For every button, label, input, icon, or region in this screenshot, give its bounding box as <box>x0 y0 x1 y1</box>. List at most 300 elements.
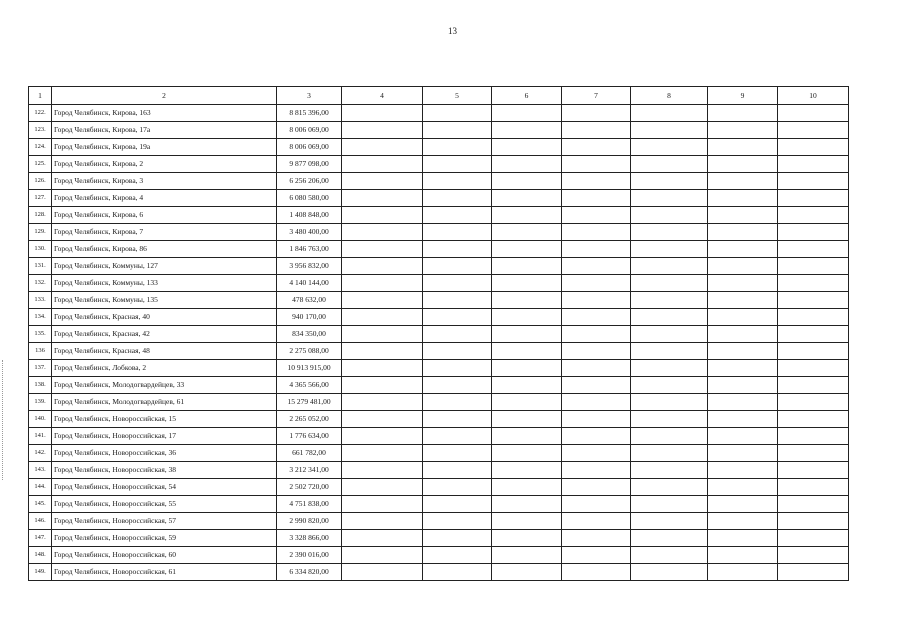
empty-cell-col-6 <box>492 360 562 377</box>
empty-cell-col-10 <box>778 156 849 173</box>
amount-cell: 3 480 400,00 <box>277 224 342 241</box>
amount-cell: 6 256 206,00 <box>277 173 342 190</box>
empty-cell-col-4 <box>342 241 423 258</box>
empty-cell-col-10 <box>778 292 849 309</box>
empty-cell-col-6 <box>492 173 562 190</box>
empty-cell-col-8 <box>631 530 708 547</box>
empty-cell-col-8 <box>631 241 708 258</box>
amount-cell: 661 782,00 <box>277 445 342 462</box>
empty-cell-col-4 <box>342 513 423 530</box>
empty-cell-col-9 <box>708 445 778 462</box>
amount-cell: 1 408 848,00 <box>277 207 342 224</box>
empty-cell-col-4 <box>342 326 423 343</box>
address-cell: Город Челябинск, Красная, 48 <box>52 343 277 360</box>
table-row <box>29 309 849 326</box>
address-cell: Город Челябинск, Кирова, 4 <box>52 190 277 207</box>
amount-cell: 6 080 580,00 <box>277 190 342 207</box>
empty-cell-col-6 <box>492 479 562 496</box>
empty-cell-col-7 <box>562 224 631 241</box>
empty-cell-col-8 <box>631 360 708 377</box>
empty-cell-col-9 <box>708 173 778 190</box>
empty-cell-col-8 <box>631 309 708 326</box>
empty-cell-col-9 <box>708 105 778 122</box>
address-cell: Город Челябинск, Кирова, 7 <box>52 224 277 241</box>
address-cell: Город Челябинск, Красная, 42 <box>52 326 277 343</box>
empty-cell-col-9 <box>708 530 778 547</box>
row-number-cell: 139. <box>29 394 52 411</box>
empty-cell-col-7 <box>562 377 631 394</box>
empty-cell-col-4 <box>342 343 423 360</box>
empty-cell-col-10 <box>778 564 849 581</box>
empty-cell-col-5 <box>423 394 492 411</box>
empty-cell-col-7 <box>562 190 631 207</box>
empty-cell-col-5 <box>423 173 492 190</box>
row-number-cell: 138. <box>29 377 52 394</box>
table-row <box>29 462 849 479</box>
empty-cell-col-5 <box>423 547 492 564</box>
amount-cell: 940 170,00 <box>277 309 342 326</box>
empty-cell-col-7 <box>562 530 631 547</box>
row-number-cell: 137. <box>29 360 52 377</box>
empty-cell-col-10 <box>778 479 849 496</box>
amount-cell: 834 350,00 <box>277 326 342 343</box>
empty-cell-col-7 <box>562 292 631 309</box>
empty-cell-col-8 <box>631 343 708 360</box>
amount-cell: 9 877 098,00 <box>277 156 342 173</box>
row-number-cell: 130. <box>29 241 52 258</box>
empty-cell-col-5 <box>423 207 492 224</box>
empty-cell-col-7 <box>562 241 631 258</box>
empty-cell-col-5 <box>423 258 492 275</box>
row-number-cell: 125. <box>29 156 52 173</box>
empty-cell-col-10 <box>778 241 849 258</box>
empty-cell-col-7 <box>562 547 631 564</box>
empty-cell-col-8 <box>631 224 708 241</box>
empty-cell-col-4 <box>342 275 423 292</box>
empty-cell-col-8 <box>631 190 708 207</box>
empty-cell-col-6 <box>492 564 562 581</box>
table-row <box>29 547 849 564</box>
empty-cell-col-4 <box>342 479 423 496</box>
empty-cell-col-5 <box>423 513 492 530</box>
amount-cell: 4 751 838,00 <box>277 496 342 513</box>
empty-cell-col-6 <box>492 258 562 275</box>
row-number-cell: 126. <box>29 173 52 190</box>
empty-cell-col-8 <box>631 462 708 479</box>
table-row <box>29 224 849 241</box>
empty-cell-col-8 <box>631 173 708 190</box>
address-cell: Город Челябинск, Новороссийская, 17 <box>52 428 277 445</box>
row-number-cell: 132. <box>29 275 52 292</box>
table-row <box>29 360 849 377</box>
empty-cell-col-8 <box>631 564 708 581</box>
empty-cell-col-6 <box>492 547 562 564</box>
empty-cell-col-4 <box>342 292 423 309</box>
table-row <box>29 496 849 513</box>
empty-cell-col-5 <box>423 530 492 547</box>
empty-cell-col-4 <box>342 173 423 190</box>
empty-cell-col-6 <box>492 394 562 411</box>
table-row <box>29 207 849 224</box>
table-row <box>29 343 849 360</box>
empty-cell-col-5 <box>423 411 492 428</box>
empty-cell-col-6 <box>492 496 562 513</box>
address-cell: Город Челябинск, Коммуны, 133 <box>52 275 277 292</box>
empty-cell-col-4 <box>342 445 423 462</box>
address-cell: Город Челябинск, Кирова, 163 <box>52 105 277 122</box>
amount-cell: 2 390 016,00 <box>277 547 342 564</box>
empty-cell-col-10 <box>778 190 849 207</box>
empty-cell-col-4 <box>342 105 423 122</box>
empty-cell-col-8 <box>631 496 708 513</box>
empty-cell-col-6 <box>492 275 562 292</box>
empty-cell-col-5 <box>423 377 492 394</box>
empty-cell-col-10 <box>778 445 849 462</box>
address-cell: Город Челябинск, Красная, 40 <box>52 309 277 326</box>
empty-cell-col-5 <box>423 139 492 156</box>
row-number-cell: 134. <box>29 309 52 326</box>
row-number-cell: 142. <box>29 445 52 462</box>
empty-cell-col-5 <box>423 326 492 343</box>
empty-cell-col-6 <box>492 156 562 173</box>
empty-cell-col-9 <box>708 309 778 326</box>
empty-cell-col-7 <box>562 411 631 428</box>
empty-cell-col-6 <box>492 309 562 326</box>
column-header-3: 3 <box>277 87 342 105</box>
empty-cell-col-8 <box>631 105 708 122</box>
column-header-6: 6 <box>492 87 562 105</box>
table-row <box>29 190 849 207</box>
table-row <box>29 377 849 394</box>
address-cell: Город Челябинск, Новороссийская, 55 <box>52 496 277 513</box>
table-body <box>29 87 849 581</box>
address-cell: Город Челябинск, Кирова, 3 <box>52 173 277 190</box>
empty-cell-col-5 <box>423 275 492 292</box>
empty-cell-col-10 <box>778 428 849 445</box>
empty-cell-col-4 <box>342 428 423 445</box>
table-row <box>29 122 849 139</box>
empty-cell-col-7 <box>562 360 631 377</box>
empty-cell-col-4 <box>342 360 423 377</box>
empty-cell-col-5 <box>423 343 492 360</box>
empty-cell-col-4 <box>342 309 423 326</box>
row-number-cell: 131. <box>29 258 52 275</box>
amount-cell: 8 006 069,00 <box>277 122 342 139</box>
row-number-cell: 133. <box>29 292 52 309</box>
empty-cell-col-9 <box>708 547 778 564</box>
address-cell: Город Челябинск, Кирова, 17а <box>52 122 277 139</box>
empty-cell-col-9 <box>708 156 778 173</box>
amount-cell: 2 502 720,00 <box>277 479 342 496</box>
address-cell: Город Челябинск, Молодогвардейцев, 61 <box>52 394 277 411</box>
empty-cell-col-6 <box>492 224 562 241</box>
address-cell: Город Челябинск, Коммуны, 135 <box>52 292 277 309</box>
table-row <box>29 258 849 275</box>
register-table <box>28 86 849 581</box>
table-row <box>29 139 849 156</box>
row-number-cell: 147. <box>29 530 52 547</box>
empty-cell-col-10 <box>778 224 849 241</box>
empty-cell-col-7 <box>562 326 631 343</box>
empty-cell-col-8 <box>631 411 708 428</box>
empty-cell-col-5 <box>423 428 492 445</box>
empty-cell-col-10 <box>778 462 849 479</box>
empty-cell-col-10 <box>778 309 849 326</box>
row-number-cell: 127. <box>29 190 52 207</box>
address-cell: Город Челябинск, Новороссийская, 61 <box>52 564 277 581</box>
amount-cell: 4 365 566,00 <box>277 377 342 394</box>
empty-cell-col-9 <box>708 275 778 292</box>
empty-cell-col-5 <box>423 292 492 309</box>
table-row <box>29 564 849 581</box>
amount-cell: 15 279 481,00 <box>277 394 342 411</box>
row-number-cell: 141. <box>29 428 52 445</box>
empty-cell-col-7 <box>562 479 631 496</box>
empty-cell-col-5 <box>423 122 492 139</box>
empty-cell-col-5 <box>423 462 492 479</box>
empty-cell-col-6 <box>492 190 562 207</box>
empty-cell-col-9 <box>708 139 778 156</box>
empty-cell-col-9 <box>708 360 778 377</box>
address-cell: Город Челябинск, Молодогвардейцев, 33 <box>52 377 277 394</box>
empty-cell-col-10 <box>778 122 849 139</box>
empty-cell-col-9 <box>708 479 778 496</box>
column-header-1: 1 <box>29 87 52 105</box>
row-number-cell: 123. <box>29 122 52 139</box>
amount-cell: 2 990 820,00 <box>277 513 342 530</box>
empty-cell-col-5 <box>423 190 492 207</box>
scan-edge-marks <box>2 360 4 480</box>
empty-cell-col-10 <box>778 513 849 530</box>
empty-cell-col-4 <box>342 462 423 479</box>
amount-cell: 8 006 069,00 <box>277 139 342 156</box>
empty-cell-col-8 <box>631 513 708 530</box>
table-row <box>29 411 849 428</box>
empty-cell-col-7 <box>562 156 631 173</box>
empty-cell-col-4 <box>342 564 423 581</box>
empty-cell-col-5 <box>423 479 492 496</box>
address-cell: Город Челябинск, Коммуны, 127 <box>52 258 277 275</box>
empty-cell-col-8 <box>631 275 708 292</box>
empty-cell-col-7 <box>562 445 631 462</box>
empty-cell-col-8 <box>631 479 708 496</box>
empty-cell-col-10 <box>778 377 849 394</box>
amount-cell: 2 265 052,00 <box>277 411 342 428</box>
empty-cell-col-7 <box>562 173 631 190</box>
row-number-cell: 149. <box>29 564 52 581</box>
table-row <box>29 479 849 496</box>
empty-cell-col-6 <box>492 428 562 445</box>
address-cell: Город Челябинск, Новороссийская, 36 <box>52 445 277 462</box>
row-number-cell: 122. <box>29 105 52 122</box>
empty-cell-col-6 <box>492 122 562 139</box>
empty-cell-col-6 <box>492 207 562 224</box>
empty-cell-col-6 <box>492 326 562 343</box>
empty-cell-col-9 <box>708 411 778 428</box>
empty-cell-col-7 <box>562 139 631 156</box>
empty-cell-col-9 <box>708 207 778 224</box>
row-number-cell: 144. <box>29 479 52 496</box>
empty-cell-col-7 <box>562 462 631 479</box>
amount-cell: 4 140 144,00 <box>277 275 342 292</box>
empty-cell-col-8 <box>631 207 708 224</box>
empty-cell-col-8 <box>631 156 708 173</box>
empty-cell-col-4 <box>342 156 423 173</box>
empty-cell-col-4 <box>342 547 423 564</box>
empty-cell-col-4 <box>342 530 423 547</box>
table-row <box>29 292 849 309</box>
column-header-9: 9 <box>708 87 778 105</box>
empty-cell-col-10 <box>778 360 849 377</box>
empty-cell-col-5 <box>423 241 492 258</box>
empty-cell-col-6 <box>492 105 562 122</box>
empty-cell-col-10 <box>778 173 849 190</box>
amount-cell: 1 846 763,00 <box>277 241 342 258</box>
empty-cell-col-10 <box>778 326 849 343</box>
empty-cell-col-6 <box>492 292 562 309</box>
empty-cell-col-7 <box>562 564 631 581</box>
empty-cell-col-10 <box>778 343 849 360</box>
empty-cell-col-9 <box>708 564 778 581</box>
amount-cell: 3 212 341,00 <box>277 462 342 479</box>
empty-cell-col-7 <box>562 122 631 139</box>
empty-cell-col-8 <box>631 547 708 564</box>
empty-cell-col-8 <box>631 326 708 343</box>
address-cell: Город Челябинск, Новороссийская, 59 <box>52 530 277 547</box>
empty-cell-col-4 <box>342 411 423 428</box>
address-cell: Город Челябинск, Кирова, 86 <box>52 241 277 258</box>
empty-cell-col-9 <box>708 258 778 275</box>
empty-cell-col-10 <box>778 411 849 428</box>
address-cell: Город Челябинск, Кирова, 2 <box>52 156 277 173</box>
empty-cell-col-4 <box>342 207 423 224</box>
empty-cell-col-9 <box>708 122 778 139</box>
empty-cell-col-6 <box>492 462 562 479</box>
empty-cell-col-4 <box>342 496 423 513</box>
column-header-10: 10 <box>778 87 849 105</box>
row-number-cell: 129. <box>29 224 52 241</box>
empty-cell-col-4 <box>342 190 423 207</box>
table-row <box>29 513 849 530</box>
empty-cell-col-5 <box>423 224 492 241</box>
empty-cell-col-7 <box>562 496 631 513</box>
table-row <box>29 530 849 547</box>
empty-cell-col-7 <box>562 105 631 122</box>
empty-cell-col-6 <box>492 377 562 394</box>
amount-cell: 2 275 088,00 <box>277 343 342 360</box>
empty-cell-col-9 <box>708 343 778 360</box>
empty-cell-col-8 <box>631 445 708 462</box>
row-number-cell: 145. <box>29 496 52 513</box>
empty-cell-col-7 <box>562 513 631 530</box>
empty-cell-col-6 <box>492 343 562 360</box>
empty-cell-col-7 <box>562 258 631 275</box>
column-header-8: 8 <box>631 87 708 105</box>
empty-cell-col-8 <box>631 394 708 411</box>
table-row <box>29 156 849 173</box>
empty-cell-col-6 <box>492 411 562 428</box>
empty-cell-col-8 <box>631 428 708 445</box>
empty-cell-col-6 <box>492 513 562 530</box>
empty-cell-col-4 <box>342 258 423 275</box>
empty-cell-col-5 <box>423 309 492 326</box>
address-cell: Город Челябинск, Новороссийская, 57 <box>52 513 277 530</box>
empty-cell-col-7 <box>562 275 631 292</box>
empty-cell-col-8 <box>631 122 708 139</box>
empty-cell-col-9 <box>708 513 778 530</box>
amount-cell: 8 815 396,00 <box>277 105 342 122</box>
empty-cell-col-10 <box>778 258 849 275</box>
empty-cell-col-9 <box>708 190 778 207</box>
table-row <box>29 173 849 190</box>
empty-cell-col-10 <box>778 105 849 122</box>
amount-cell: 3 956 832,00 <box>277 258 342 275</box>
empty-cell-col-4 <box>342 224 423 241</box>
row-number-cell: 143. <box>29 462 52 479</box>
empty-cell-col-9 <box>708 462 778 479</box>
row-number-cell: 146. <box>29 513 52 530</box>
address-cell: Город Челябинск, Кирова, 19а <box>52 139 277 156</box>
empty-cell-col-9 <box>708 241 778 258</box>
table-row <box>29 326 849 343</box>
row-number-cell: 136 <box>29 343 52 360</box>
amount-cell: 6 334 820,00 <box>277 564 342 581</box>
empty-cell-col-9 <box>708 496 778 513</box>
row-number-cell: 124. <box>29 139 52 156</box>
empty-cell-col-6 <box>492 530 562 547</box>
column-header-5: 5 <box>423 87 492 105</box>
empty-cell-col-9 <box>708 292 778 309</box>
empty-cell-col-8 <box>631 139 708 156</box>
empty-cell-col-7 <box>562 428 631 445</box>
row-number-cell: 128. <box>29 207 52 224</box>
table-row <box>29 105 849 122</box>
empty-cell-col-10 <box>778 207 849 224</box>
empty-cell-col-10 <box>778 496 849 513</box>
address-cell: Город Челябинск, Новороссийская, 54 <box>52 479 277 496</box>
amount-cell: 3 328 866,00 <box>277 530 342 547</box>
empty-cell-col-9 <box>708 377 778 394</box>
empty-cell-col-10 <box>778 139 849 156</box>
empty-cell-col-10 <box>778 547 849 564</box>
column-header-7: 7 <box>562 87 631 105</box>
empty-cell-col-6 <box>492 241 562 258</box>
address-cell: Город Челябинск, Новороссийская, 60 <box>52 547 277 564</box>
row-number-cell: 135. <box>29 326 52 343</box>
empty-cell-col-7 <box>562 207 631 224</box>
address-cell: Город Челябинск, Кирова, 6 <box>52 207 277 224</box>
table-row <box>29 428 849 445</box>
amount-cell: 10 913 915,00 <box>277 360 342 377</box>
empty-cell-col-5 <box>423 496 492 513</box>
empty-cell-col-6 <box>492 445 562 462</box>
empty-cell-col-10 <box>778 530 849 547</box>
empty-cell-col-9 <box>708 394 778 411</box>
empty-cell-col-4 <box>342 139 423 156</box>
empty-cell-col-8 <box>631 292 708 309</box>
column-header-4: 4 <box>342 87 423 105</box>
row-number-cell: 148. <box>29 547 52 564</box>
table-row <box>29 241 849 258</box>
column-header-2: 2 <box>52 87 277 105</box>
table-row <box>29 275 849 292</box>
table-row <box>29 394 849 411</box>
empty-cell-col-6 <box>492 139 562 156</box>
empty-cell-col-7 <box>562 343 631 360</box>
address-cell: Город Челябинск, Новороссийская, 38 <box>52 462 277 479</box>
address-cell: Город Челябинск, Новороссийская, 15 <box>52 411 277 428</box>
empty-cell-col-4 <box>342 394 423 411</box>
